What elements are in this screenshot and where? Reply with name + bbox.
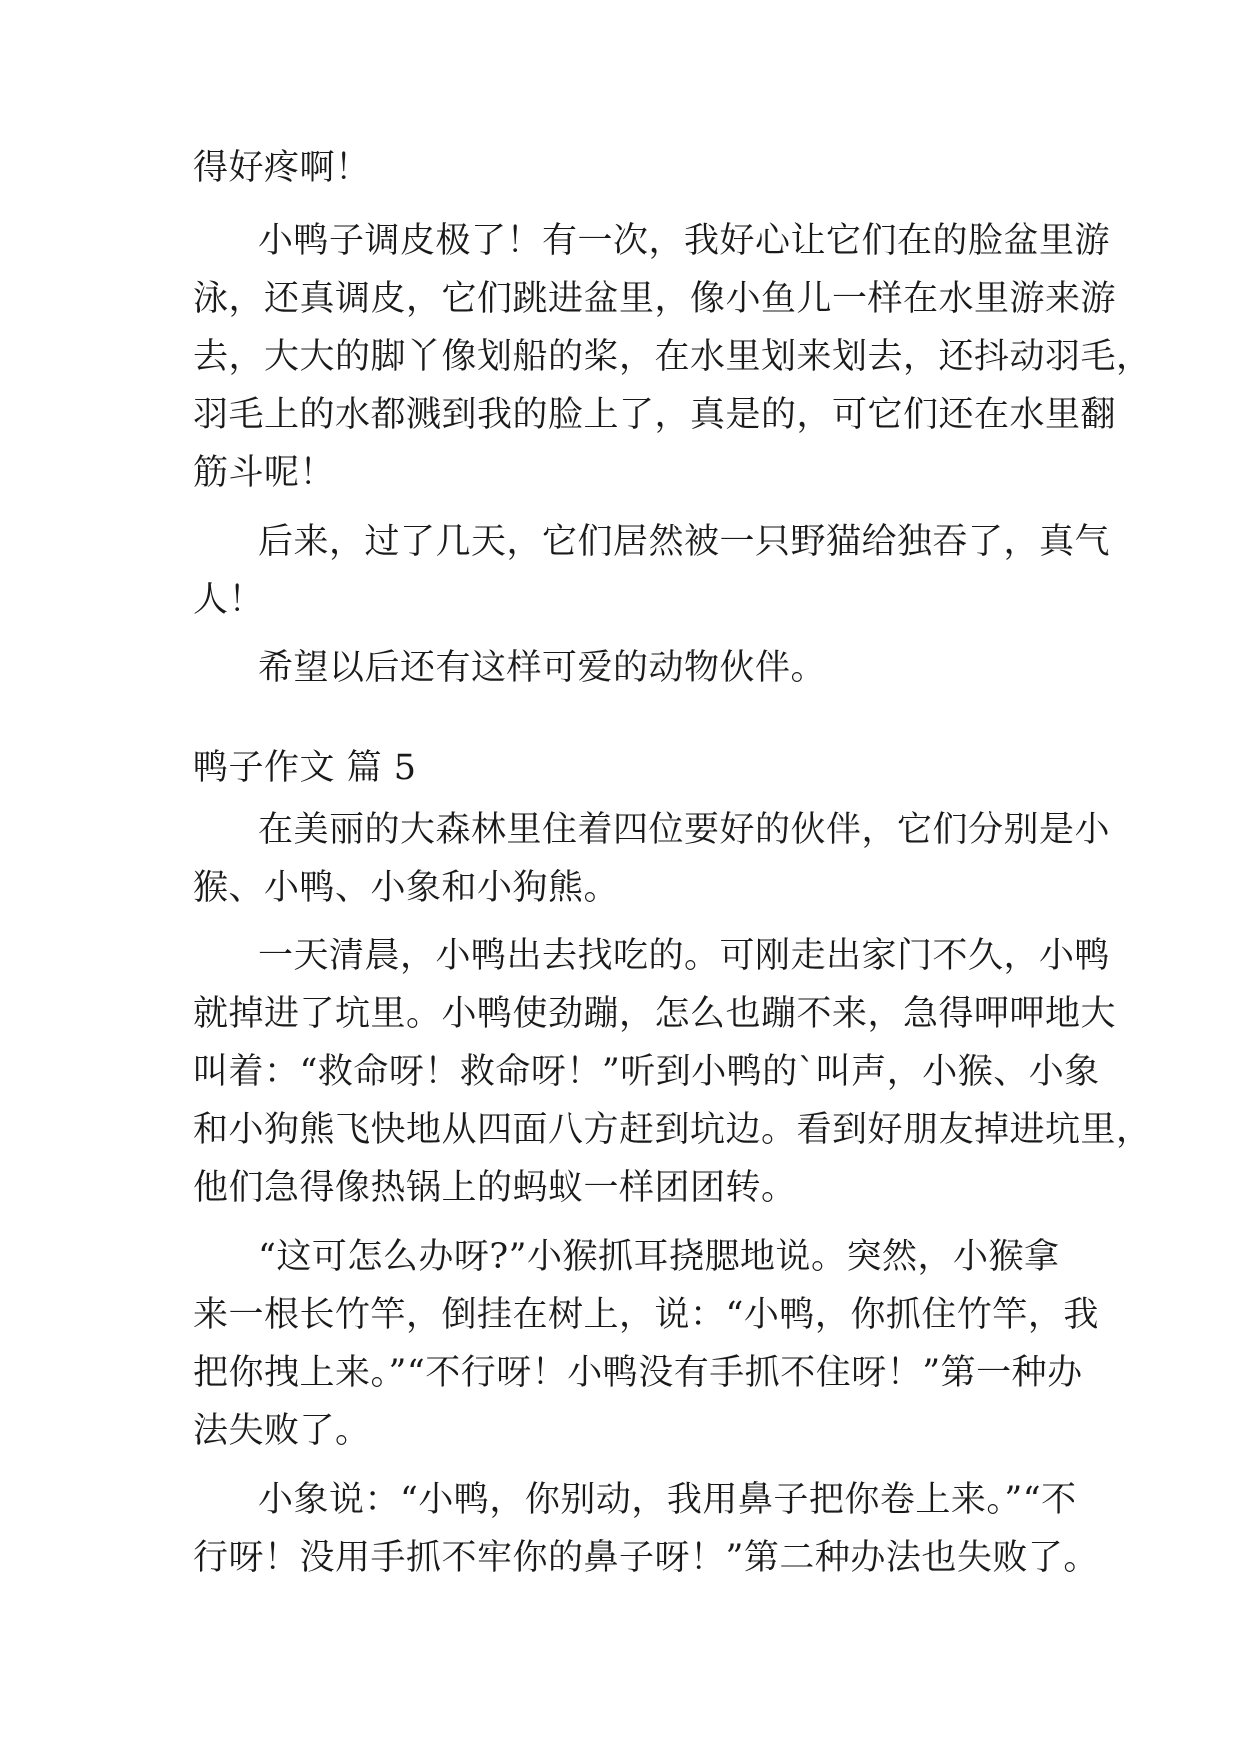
paragraph-line: 去，大大的脚丫像划船的桨，在水里划来划去，还抖动羽毛， xyxy=(193,337,1152,377)
paragraph-line: 来一根长竹竿，倒挂在树上，说：“小鸭，你抓住竹竿，我 xyxy=(193,1295,1099,1335)
paragraph-line: 把你拽上来。”“不行呀！小鸭没有手抓不住呀！”第一种办 xyxy=(193,1353,1083,1393)
paragraph-line: 筋斗呢！ xyxy=(193,453,336,493)
paragraph-line: 小象说：“小鸭，你别动，我用鼻子把你卷上来。”“不 xyxy=(258,1480,1077,1520)
paragraph-line: 行呀！没用手抓不牢你的鼻子呀！”第二种办法也失败了。 xyxy=(193,1538,1099,1578)
paragraph-line: 羽毛上的水都溅到我的脸上了，真是的，可它们还在水里翻 xyxy=(193,395,1117,435)
paragraph-line: 后来，过了几天，它们居然被一只野猫给独吞了，真气 xyxy=(258,522,1111,562)
paragraph-line: 希望以后还有这样可爱的动物伙伴。 xyxy=(258,648,827,688)
section-heading: 鸭子作文 篇 5 xyxy=(193,748,417,788)
paragraph-line: 猴、小鸭、小象和小狗熊。 xyxy=(193,868,620,908)
paragraph-line: 人！ xyxy=(193,580,265,620)
paragraph-line: 他们急得像热锅上的蚂蚁一样团团转。 xyxy=(193,1168,797,1208)
paragraph-line: 小鸭子调皮极了！有一次，我好心让它们在的脸盆里游 xyxy=(258,221,1111,261)
paragraph-line: 法失败了。 xyxy=(193,1411,371,1451)
paragraph-line: 叫着：“救命呀！救命呀！”听到小鸭的`叫声，小猴、小象 xyxy=(193,1052,1100,1092)
paragraph-line: 得好疼啊！ xyxy=(193,148,371,188)
paragraph-line: 泳，还真调皮，它们跳进盆里，像小鱼儿一样在水里游来游 xyxy=(193,279,1117,319)
paragraph-line: 就掉进了坑里。小鸭使劲蹦，怎么也蹦不来，急得呷呷地大 xyxy=(193,994,1117,1034)
paragraph-line: 和小狗熊飞快地从四面八方赶到坑边。看到好朋友掉进坑里， xyxy=(193,1110,1152,1150)
paragraph-line: “这可怎么办呀?”小猴抓耳挠腮地说。突然，小猴拿 xyxy=(258,1237,1060,1277)
paragraph-line: 一天清晨，小鸭出去找吃的。可刚走出家门不久，小鸭 xyxy=(258,936,1111,976)
paragraph-line: 在美丽的大森林里住着四位要好的伙伴，它们分别是小 xyxy=(258,810,1111,850)
